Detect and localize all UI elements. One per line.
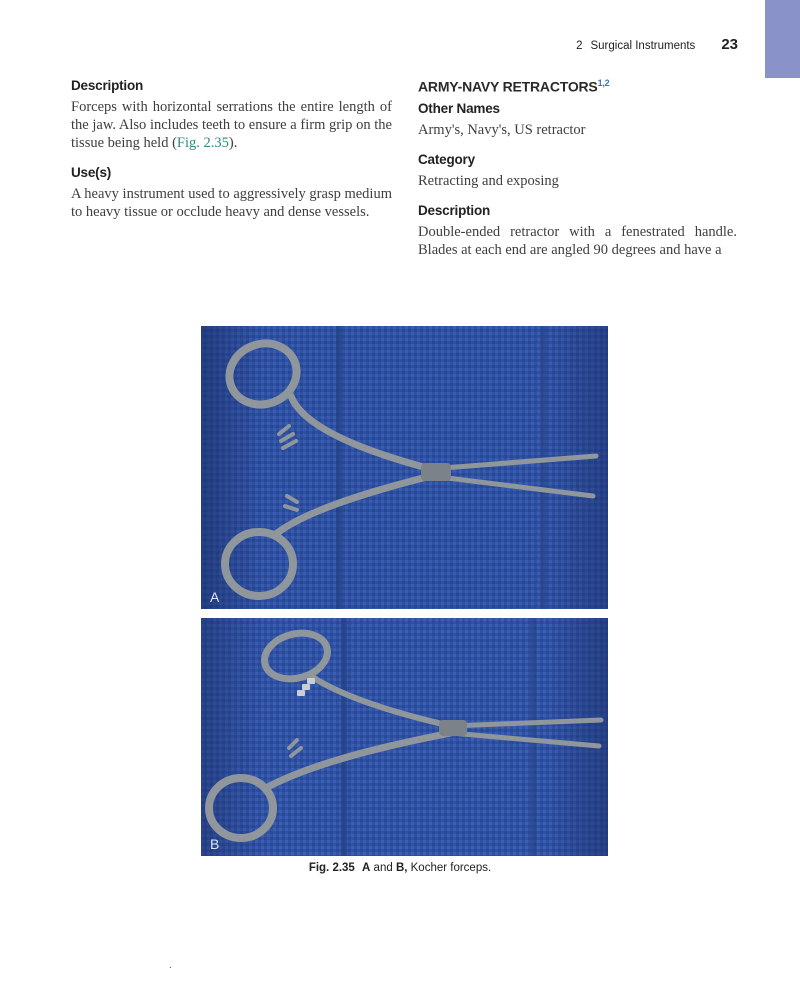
description-heading: Description bbox=[71, 78, 144, 93]
chapter-number: 2 bbox=[576, 40, 583, 52]
kocher-forceps-photo-b bbox=[201, 618, 608, 856]
section-title bbox=[418, 78, 737, 95]
caption-and: and bbox=[370, 862, 396, 874]
caption-b: B, bbox=[395, 862, 408, 874]
description-text: Forceps with horizontal serrations the entire length of the jaw. Also includes teeth to ensure a firm grip on the tissue being held ( bbox=[71, 99, 392, 151]
other-names-heading: Other Names bbox=[418, 100, 500, 116]
uses-paragraph: A heavy instrument used to aggressively grasp medium to heavy tissue or occlude heavy and dense vessels. bbox=[71, 186, 392, 220]
panel-letter-a: A bbox=[210, 589, 220, 605]
running-head bbox=[576, 36, 738, 53]
figure-panel-a bbox=[201, 326, 608, 609]
uses-heading: Use(s) bbox=[71, 165, 112, 180]
caption-text: Kocher forceps. bbox=[407, 862, 492, 874]
description-paragraph bbox=[71, 98, 392, 152]
right-column bbox=[418, 78, 737, 272]
kocher-forceps-photo-a bbox=[201, 326, 608, 609]
other-names-paragraph: Army's, Navy's, US retractor bbox=[418, 121, 586, 138]
footer-mark: . bbox=[169, 960, 172, 971]
panel-letter-b: B bbox=[210, 836, 220, 852]
caption-a: A bbox=[362, 862, 371, 874]
section-title-text: ARMY-NAVY RETRACTORS bbox=[418, 78, 598, 95]
caption-label: Fig. 2.35 bbox=[308, 862, 355, 874]
figure-caption bbox=[0, 862, 800, 874]
page-number: 23 bbox=[721, 36, 738, 53]
figure-panel-b bbox=[201, 618, 608, 856]
category-heading: Category bbox=[418, 151, 475, 167]
description-heading-right: Description bbox=[418, 202, 491, 218]
figure-reference-link[interactable]: Fig. 2.35 bbox=[176, 135, 229, 151]
category-paragraph: Retracting and exposing bbox=[418, 172, 559, 189]
chapter-tab bbox=[765, 0, 800, 78]
description-paragraph-right: Double-ended retractor with a fenestrated handle. Blades at each end are angled 90 degrees and have a bbox=[418, 223, 737, 258]
description-text-end: ). bbox=[228, 135, 238, 151]
chapter-title: Surgical Instruments bbox=[590, 40, 696, 52]
left-column bbox=[71, 78, 392, 234]
reference-superscript[interactable]: 1,2 bbox=[597, 78, 610, 88]
